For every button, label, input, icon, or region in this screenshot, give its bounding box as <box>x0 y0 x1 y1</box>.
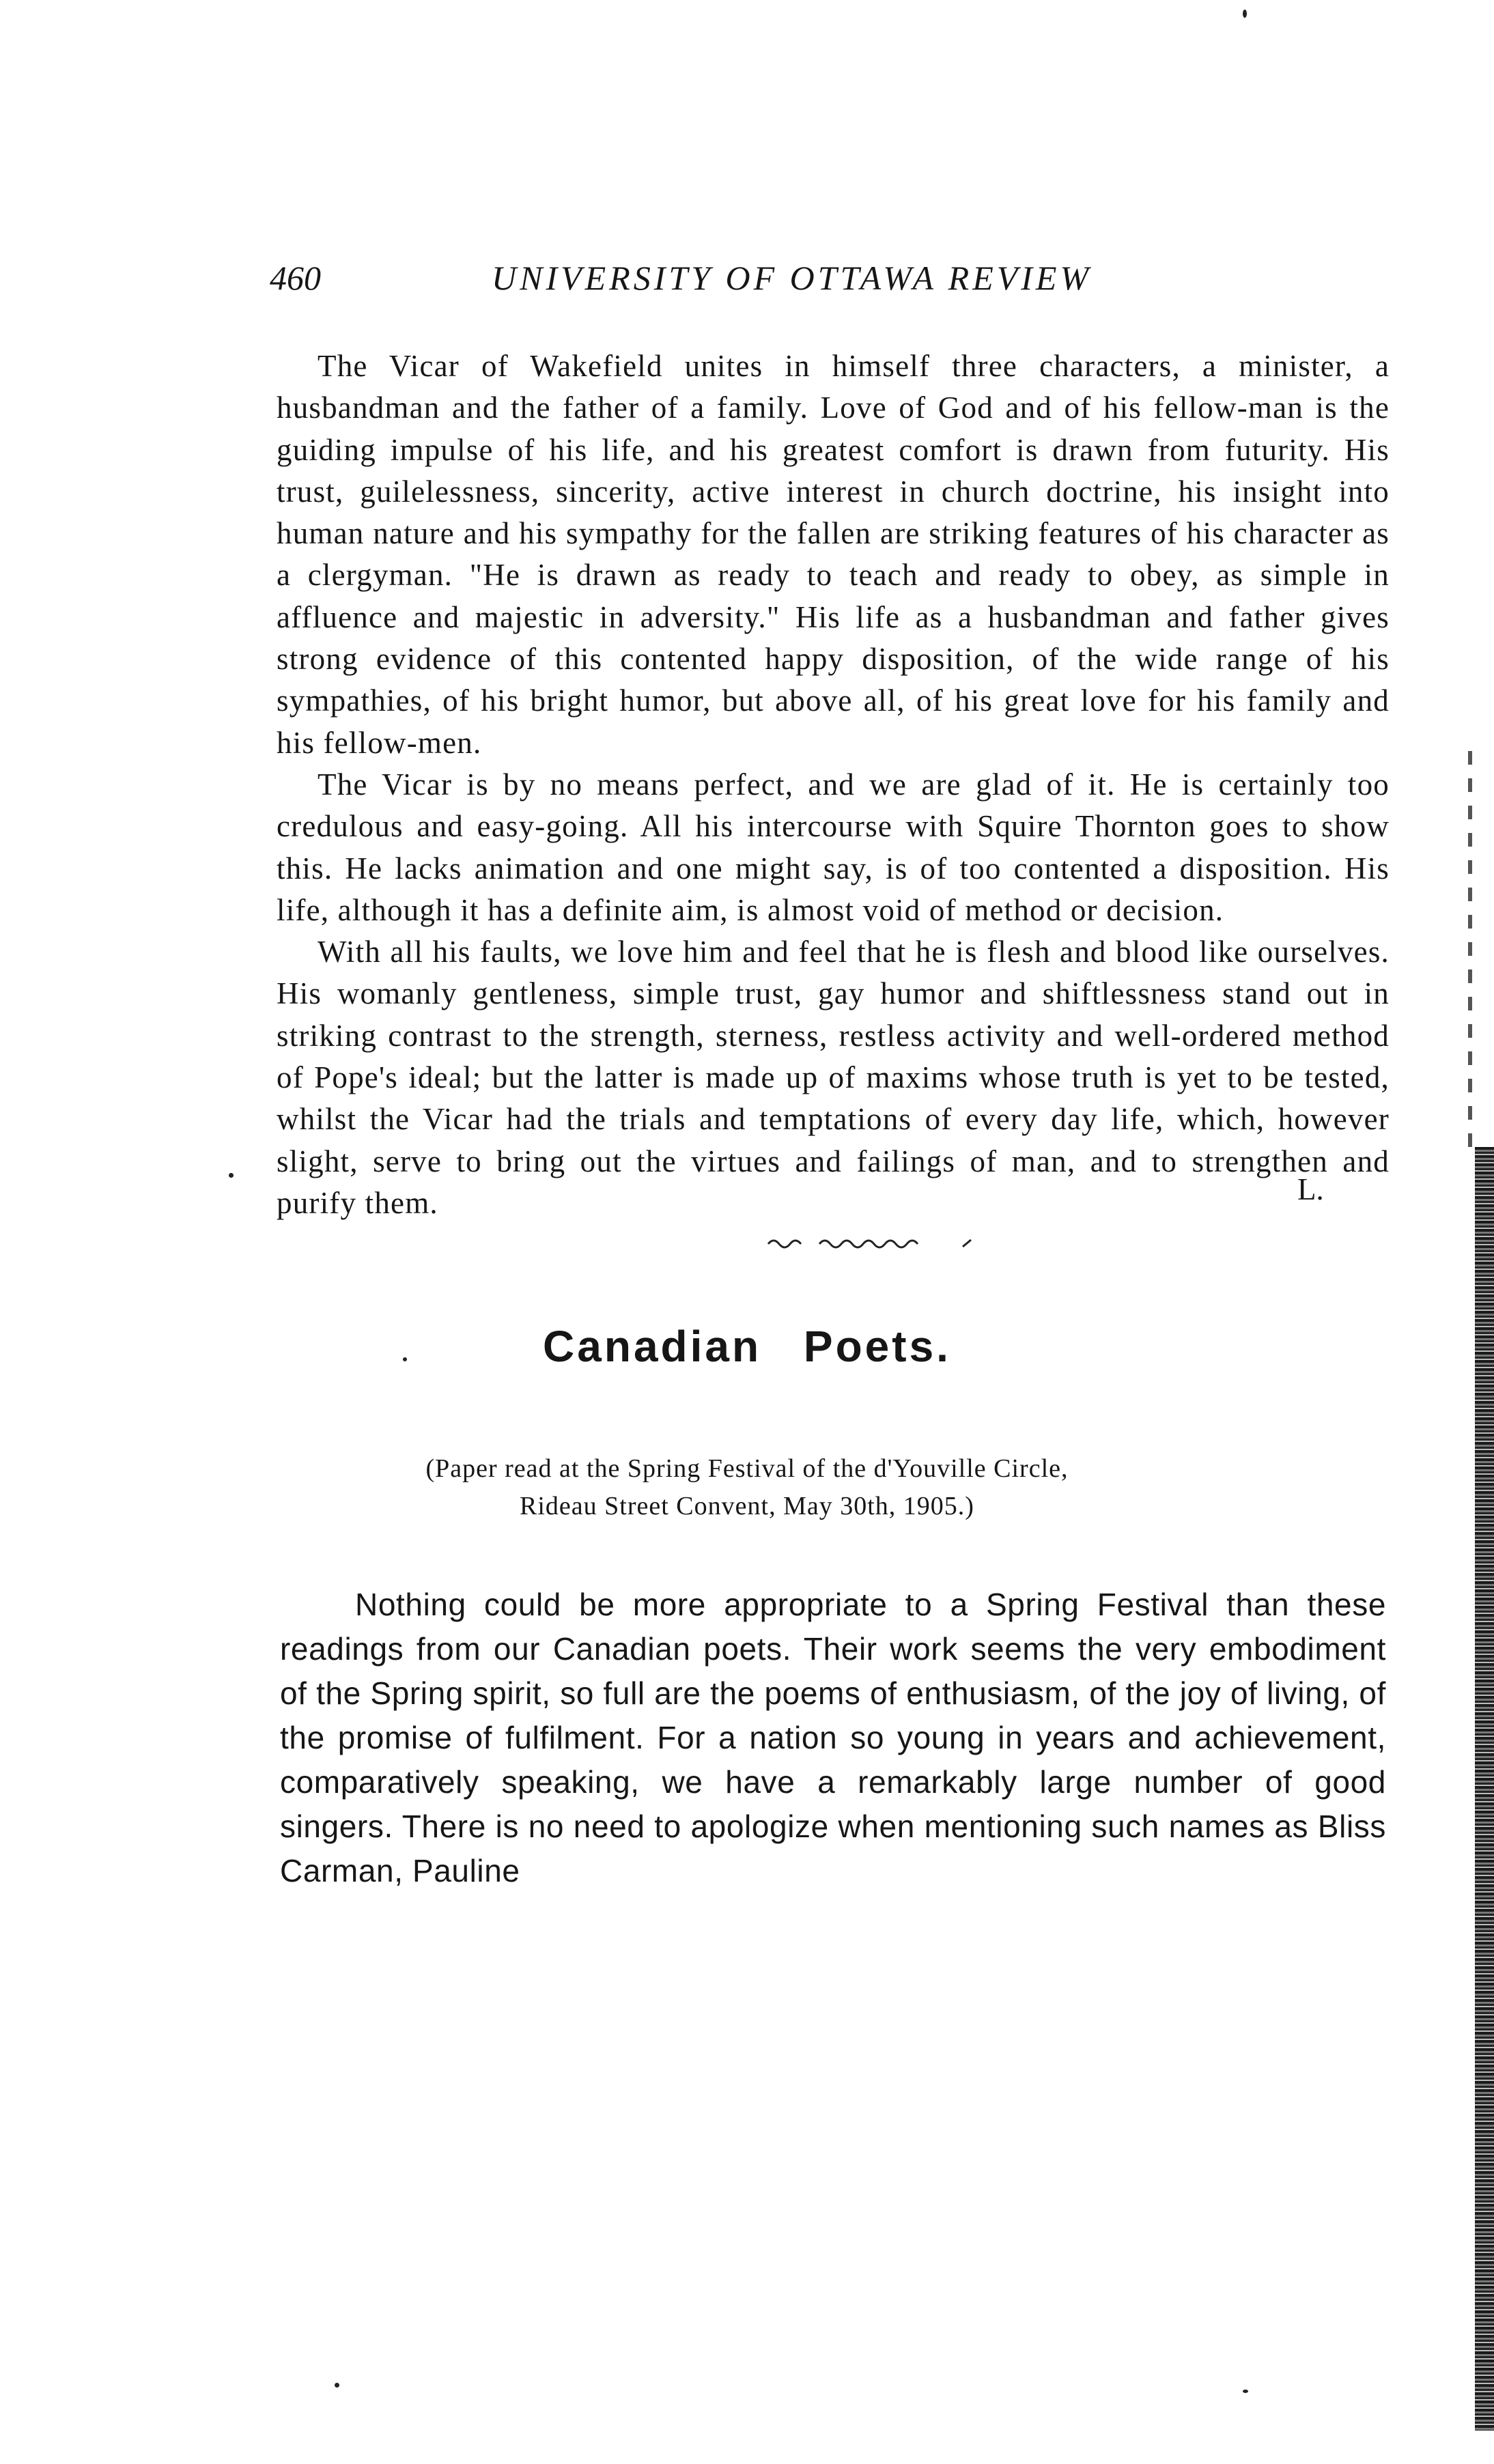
scan-speck <box>1243 2390 1248 2393</box>
paragraph: Nothing could be more appropriate to a Spring Festival than these readings from our Canadian poets. Their work seems the very embodiment of the Spring spirit, so full are the poems of enthusiasm, of the joy of living, of the promise of fulfilment. For a nation so young in years and achievement, comparatively speaking, we have a remarkably large number of good singers. There is no need to apologize when mentioning such names as Bliss Carman, Pauline <box>280 1587 1386 1888</box>
wavy-divider-icon <box>765 1229 983 1256</box>
scan-speck <box>229 1173 234 1178</box>
article-body-vicar <box>277 345 1390 1224</box>
running-head: UNIVERSITY OF OTTAWA REVIEW <box>492 259 1093 297</box>
subtitle-line: Rideau Street Convent, May 30th, 1905.) <box>520 1492 974 1520</box>
paragraph: The Vicar is by no means perfect, and we are glad of it. He is certainly too credulous and easy-going. All his intercourse with Squire Thornton goes to show this. He lacks animation and one might say, is of too contented a disposition. His life, although it has a definite aim, is almost void of method or decision. <box>277 767 1390 927</box>
paragraph: The Vicar of Wakefield unites in himself three characters, a minister, a husbandman and the father of a family. Love of God and of his fellow-man is the guiding impulse of his life, and his greatest comfort is drawn from futurity. His trust, guilelessness, sincerity, active interest in church doctrine, his insight into human nature and his sympathy for the fallen are striking features of his character as a clergyman. "He is drawn as ready to teach and ready to obey, as simple in affluence and majestic in adversity." His life as a husbandman and father gives strong evidence of this contented happy disposition, of the wide range of his sympathies, of his bright humor, but above all, of his great love for his family and his fellow-men. <box>277 349 1390 760</box>
scan-speck <box>403 1357 407 1361</box>
paragraph: With all his faults, we love him and feel that he is flesh and blood like ourselves. His womanly gentleness, simple trust, gay humor and shiftlessness stand out in striking contrast to the strength, sterness, restless activity and well-ordered method of Pope's ideal; but the latter is made up of maxims whose truth is yet to be tested, whilst the Vicar had the trials and temptations of every day life, which, however slight, serve to bring out the virtues and failings of man, and to strengthen and purify them. <box>277 935 1390 1220</box>
page-number: 460 <box>270 259 321 297</box>
subtitle-line: (Paper read at the Spring Festival of the d'Youville Circle, <box>425 1454 1069 1483</box>
scan-speck <box>335 2383 339 2388</box>
scan-edge-artifact <box>1475 1147 1494 2431</box>
article-title: Canadian Poets. <box>543 1322 951 1371</box>
article-subtitle <box>0 1450 1494 1525</box>
article-body-canadian-poets <box>280 1583 1386 1893</box>
scan-edge-artifact <box>1468 751 1472 1147</box>
scan-speck <box>1243 10 1247 18</box>
signature: L. <box>1297 1172 1324 1206</box>
